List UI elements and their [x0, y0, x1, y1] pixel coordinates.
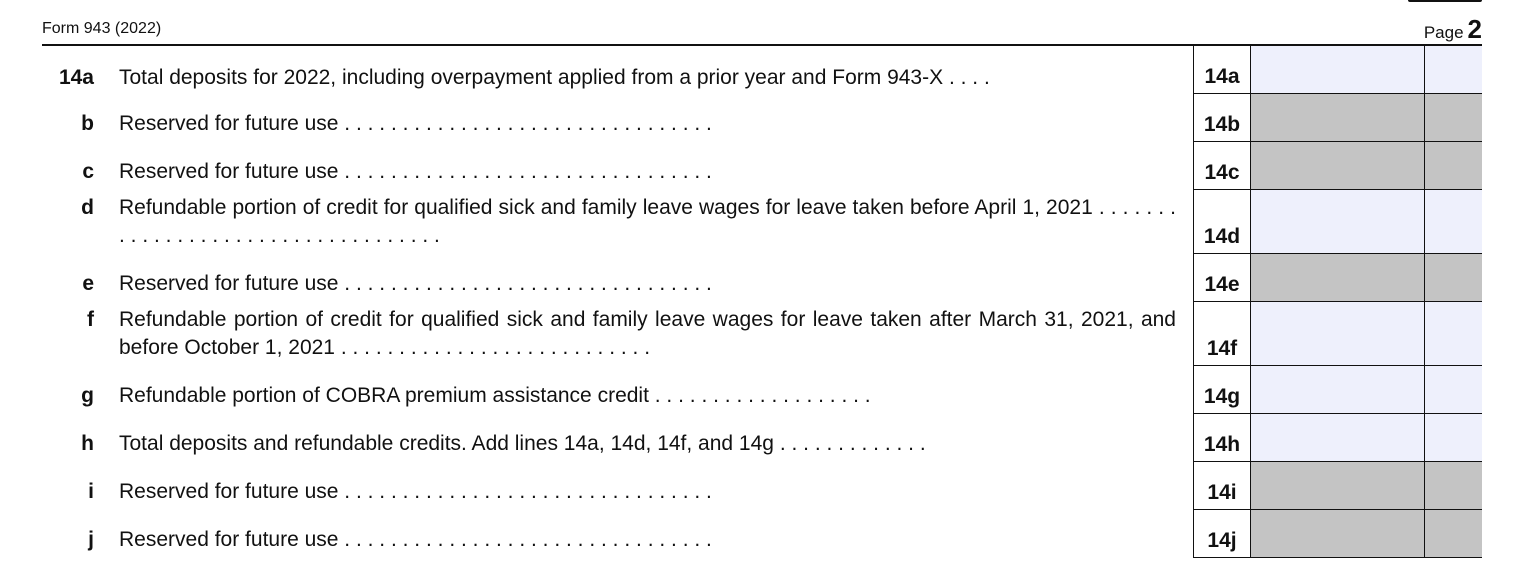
line-14a — [0, 46, 1538, 94]
line-letter: d — [81, 196, 94, 219]
barcode-mark — [1408, 0, 1482, 2]
line-box-label — [1193, 302, 1250, 366]
line-letter: f — [87, 308, 94, 331]
line-text: Reserved for future use — [119, 160, 339, 183]
box-label-text: 14d — [1203, 225, 1241, 248]
page-indicator — [1424, 14, 1482, 45]
line-box-label — [1193, 510, 1250, 558]
dot-leader: . . . . . . . . . . . . . . . . . . . . . . . . . . . . . . . . — [344, 480, 712, 503]
line-text: Reserved for future use — [119, 528, 339, 551]
box-label-text: 14b — [1203, 113, 1241, 136]
line-description — [119, 430, 1176, 458]
line-box-label — [1193, 190, 1250, 254]
box-label-text: 14j — [1207, 529, 1237, 552]
line-letter: i — [88, 480, 94, 503]
page-number: 2 — [1467, 14, 1482, 44]
line-description — [119, 306, 1176, 362]
reserved-cents-field — [1424, 254, 1482, 302]
line-box-label — [1193, 254, 1250, 302]
line-description — [119, 270, 1176, 298]
reserved-dollars-field — [1250, 510, 1424, 558]
line-box-label — [1193, 46, 1250, 94]
line-box-label — [1193, 366, 1250, 414]
line-text: Reserved for future use — [119, 112, 339, 135]
dot-leader: . . . . . . . . . . . . . . . . . . . . . . . . . . . — [340, 336, 651, 359]
amount-cents-field[interactable] — [1424, 190, 1482, 254]
line-14g — [0, 366, 1538, 414]
line-box-label — [1193, 94, 1250, 142]
reserved-dollars-field — [1250, 142, 1424, 190]
form-id: Form 943 (2022) — [42, 20, 162, 37]
amount-dollars-field[interactable] — [1250, 302, 1424, 366]
box-label-text: 14c — [1204, 161, 1240, 184]
line-box-label — [1193, 462, 1250, 510]
line-text: Total deposits for 2022, including overpayment applied from a prior year and Form 943-X — [119, 66, 944, 89]
line-14j — [0, 510, 1538, 558]
line-text: Reserved for future use — [119, 272, 339, 295]
amount-cents-field[interactable] — [1424, 302, 1482, 366]
line-description — [119, 110, 1176, 138]
reserved-dollars-field — [1250, 254, 1424, 302]
reserved-dollars-field — [1250, 462, 1424, 510]
line-description — [119, 382, 1176, 410]
line-text: Refundable portion of credit for qualified sick and family leave wages for leave taken before April 1, 2021 — [119, 196, 1093, 219]
reserved-cents-field — [1424, 462, 1482, 510]
box-label-text: 14i — [1207, 481, 1237, 504]
amount-dollars-field[interactable] — [1250, 414, 1424, 462]
line-description — [119, 158, 1176, 186]
reserved-cents-field — [1424, 510, 1482, 558]
amount-cents-field[interactable] — [1424, 414, 1482, 462]
amount-cents-field[interactable] — [1424, 366, 1482, 414]
line-14h — [0, 414, 1538, 462]
box-label-text: 14g — [1203, 385, 1241, 408]
dot-leader: . . . . . . . . . . . . . . . . . . . . . . . . . . . . . . . . — [344, 528, 712, 551]
line-box-label — [1193, 414, 1250, 462]
page-label: Page — [1423, 23, 1464, 42]
line-description — [119, 194, 1176, 250]
line-description — [119, 526, 1176, 554]
line-letter: e — [82, 272, 94, 295]
amount-dollars-field[interactable] — [1250, 190, 1424, 254]
line-14i — [0, 462, 1538, 510]
dot-leader: . . . . . . . . . . . . . . . . . . . — [654, 384, 871, 407]
dot-leader: . . . . . . . . . . . . . — [779, 432, 926, 455]
line-text: Refundable portion of credit for qualified sick and family leave wages for leave taken after March 31, 2021, and before October 1, 2021 — [119, 308, 1176, 359]
line-letter: h — [81, 432, 94, 455]
dot-leader: . . . . . . . . . . . . . . . . . . . . . . . . . . . . . . . . — [344, 112, 712, 135]
line-14b — [0, 94, 1538, 142]
line-description — [119, 478, 1176, 506]
line-14f — [0, 302, 1538, 366]
box-label-text: 14e — [1204, 273, 1240, 296]
reserved-dollars-field — [1250, 94, 1424, 142]
dot-leader: . . . . . . . . . . . . . . . . . . . . . . . . . . . . . . . . — [344, 160, 712, 183]
amount-cents-field[interactable] — [1424, 46, 1482, 94]
line-14e — [0, 254, 1538, 302]
line-14d — [0, 190, 1538, 254]
dot-leader: . . . . . . . . . . . . . . . . . . . . . . . . . . . . . . . . . . . — [119, 196, 1176, 247]
line-text: Refundable portion of COBRA premium assistance credit — [119, 384, 649, 407]
amount-dollars-field[interactable] — [1250, 46, 1424, 94]
reserved-cents-field — [1424, 142, 1482, 190]
line-letter: g — [81, 384, 94, 407]
line-letter: b — [81, 112, 94, 135]
dot-leader: . . . . . . . . . . . . . . . . . . . . . . . . . . . . . . . . — [344, 272, 712, 295]
box-label-text: 14a — [1204, 65, 1240, 88]
line-box-label — [1193, 142, 1250, 190]
line-letter: 14a — [58, 66, 94, 89]
line-text: Reserved for future use — [119, 480, 339, 503]
box-label-text: 14f — [1206, 337, 1238, 360]
line-letter: c — [82, 160, 94, 183]
box-label-text: 14h — [1203, 433, 1241, 456]
line-description — [119, 64, 1176, 92]
reserved-cents-field — [1424, 94, 1482, 142]
amount-dollars-field[interactable] — [1250, 366, 1424, 414]
line-letter: j — [88, 528, 94, 551]
line-items — [0, 46, 1538, 558]
dot-leader: . . . . — [948, 66, 990, 89]
line-14c — [0, 142, 1538, 190]
line-text: Total deposits and refundable credits. Add lines 14a, 14d, 14f, and 14g — [119, 432, 774, 455]
